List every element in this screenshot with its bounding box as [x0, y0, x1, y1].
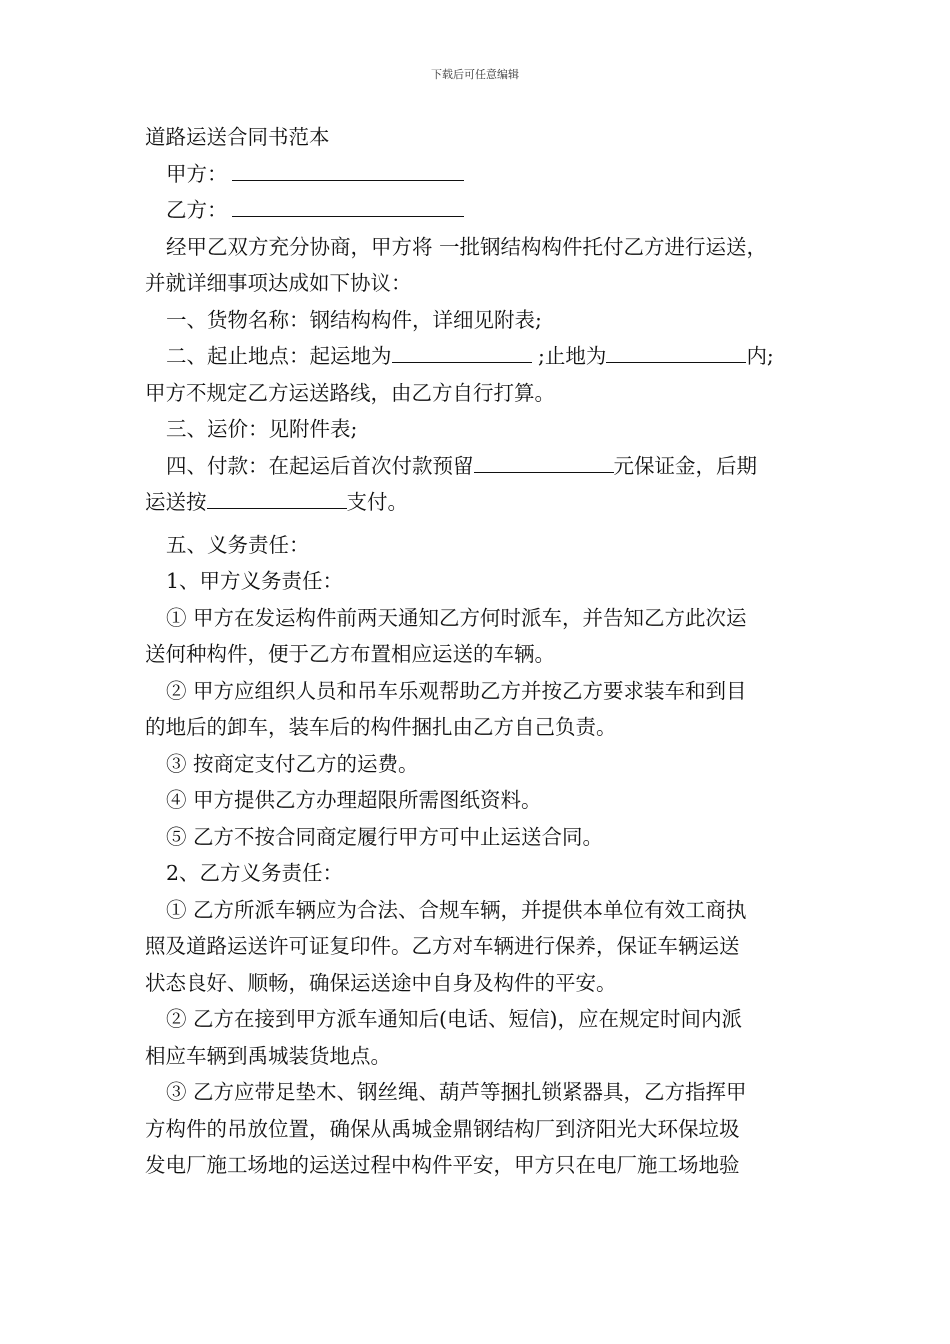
contract-body [145, 119, 810, 1184]
b-obligation-2-line-2: 相应车辆到禹城装货地点。 [145, 1043, 391, 1068]
a-obligation-4: ④ 甲方提供乙方办理超限所需图纸资料。 [166, 788, 542, 812]
document-title: 道路运送合同书范本 [145, 125, 330, 149]
a-obligation-2-line-2: 的地后的卸车，装车后的构件捆扎由乙方自己负责。 [145, 715, 617, 739]
party-a-line [145, 156, 810, 193]
party-a-blank [232, 156, 464, 181]
b-obligation-1-line-3: 状态良好、顺畅，确保运送途中自身及构件的平安。 [145, 970, 617, 995]
clause-obligations: 五、义务责任： [166, 532, 310, 557]
intro-line-2: 并就详细事项达成如下协议： [145, 271, 412, 295]
clause-locations [145, 338, 810, 375]
a-obligation-2-line-1: ② 甲方应组织人员和吊车乐观帮助乙方并按乙方要求装车和到目 [166, 678, 747, 703]
a-obligation-1-line-1: ① 甲方在发运构件前两天通知乙方何时派车，并告知乙方此次运 [166, 605, 747, 630]
route-line: 甲方不规定乙方运送路线，由乙方自行打算。 [145, 380, 555, 405]
clause-goods: 一、货物名称：钢结构构件，详细见附表; [166, 307, 542, 332]
party-a-label: 甲方： [166, 161, 228, 186]
destination-suffix: 内; [746, 344, 774, 368]
party-a-obligations-title: 1、甲方义务责任： [166, 569, 344, 593]
clause-price: 三、运价：见附件表; [166, 417, 358, 441]
deposit-blank [474, 448, 614, 473]
a-obligation-1-line-2: 送何种构件，便于乙方布置相应运送的车辆。 [145, 642, 555, 666]
intro-line-1: 经甲乙双方充分协商，甲方将 一批钢结构构件托付乙方进行运送， [166, 234, 768, 259]
party-b-blank [232, 192, 464, 217]
origin-blank [392, 338, 532, 363]
b-obligation-3-line-3: 发电厂施工场地的运送过程中构件平安，甲方只在电厂施工场地验 [145, 1153, 740, 1177]
clause-payment [145, 448, 810, 485]
b-obligation-3-line-2: 方构件的吊放位置，确保从禹城金鼎钢结构厂到济阳光大环保垃圾 [145, 1116, 740, 1141]
later-payment-label: 运送按 [145, 490, 207, 514]
payment-line-2 [145, 484, 810, 521]
later-payment-suffix: 支付。 [346, 490, 408, 514]
b-obligation-2-line-1: ② 乙方在接到甲方派车通知后(电话、短信)，应在规定时间内派 [166, 1007, 743, 1031]
a-obligation-3: ③ 按商定支付乙方的运费。 [166, 751, 419, 776]
deposit-suffix: 元保证金，后期 [613, 453, 757, 478]
party-b-label: 乙方： [166, 198, 228, 222]
party-b-line [145, 192, 810, 229]
payment-label: 四、付款：在起运后首次付款预留 [166, 453, 474, 478]
b-obligation-1-line-1: ① 乙方所派车辆应为合法、合规车辆，并提供本单位有效工商执 [166, 897, 747, 922]
b-obligation-1-line-2: 照及道路运送许可证复印件。乙方对车辆进行保养，保证车辆运送 [145, 934, 740, 958]
destination-blank [606, 338, 746, 363]
page-header: 下载后可任意编辑 [431, 68, 519, 81]
b-obligation-3-line-1: ③ 乙方应带足垫木、钢丝绳、葫芦等捆扎锁紧器具，乙方指挥甲 [166, 1080, 747, 1104]
origin-label: 二、起止地点：起运地为 [166, 344, 392, 368]
later-payment-blank [207, 484, 347, 509]
party-b-obligations-title: 2、乙方义务责任： [166, 861, 344, 885]
destination-label: ;止地为 [531, 344, 607, 368]
a-obligation-5: ⑤ 乙方不按合同商定履行甲方可中止运送合同。 [166, 824, 604, 849]
